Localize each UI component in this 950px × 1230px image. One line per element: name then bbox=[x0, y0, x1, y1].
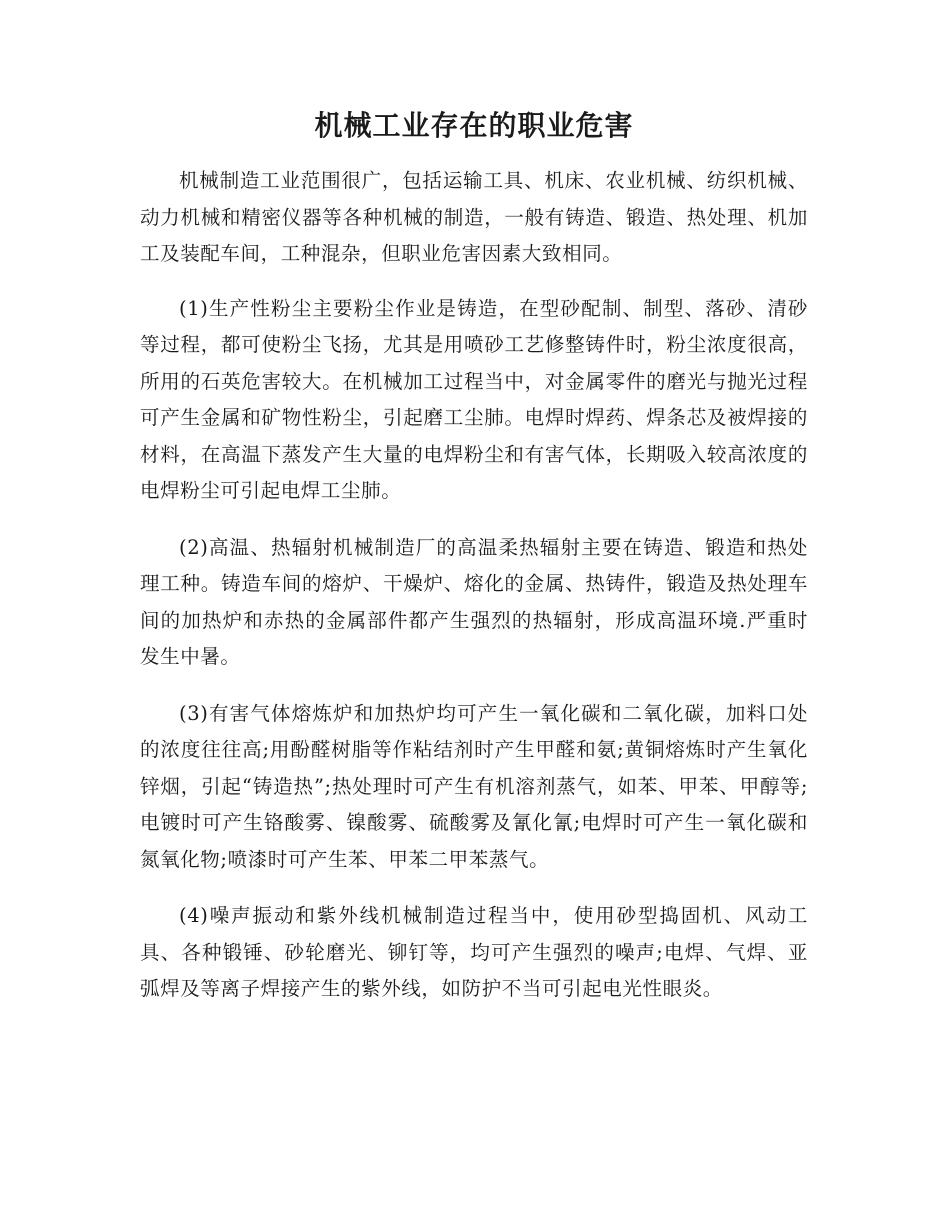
paragraph-harmful-gas: (3)有害气体熔炼炉和加热炉均可产生一氧化碳和二氧化碳，加料口处的浓度往往高;用酚醛树脂等作粘结剂时产生甲醛和氨;黄铜熔炼时产生氧化锌烟，引起“铸造热”;热处理时可产生有机溶剂蒸气，如苯、甲苯、甲醇等;电镀时可产生铬酸雾、镍酸雾、硫酸雾及氰化氰;电焊时可产生一氧化碳和氮氧化物;喷漆时可产生苯、甲苯二甲苯蒸气。 bbox=[140, 701, 808, 871]
intro-paragraph: 机械制造工业范围很广，包括运输工具、机床、农业机械、纺织机械、动力机械和精密仪器等各种机械的制造，一般有铸造、锻造、热处理、机加工及装配车间，工种混杂，但职业危害因素大致相同。 bbox=[140, 169, 808, 265]
paragraph-heat-radiation: (2)高温、热辐射机械制造厂的高温柔热辐射主要在铸造、锻造和热处理工种。铸造车间的熔炉、干燥炉、熔化的金属、热铸件，锻造及热处理车间的加热炉和赤热的金属部件都产生强烈的热辐射，形成高温环境.严重时发生中暑。 bbox=[140, 535, 808, 668]
paragraph-noise-uv: (4)噪声振动和紫外线机械制造过程当中，使用砂型捣固机、风动工具、各种锻锤、砂轮磨光、铆钉等，均可产生强烈的噪声;电焊、气焊、亚弧焊及等离子焊接产生的紫外线，如防护不当可引起电光性眼炎。 bbox=[140, 904, 808, 1000]
document-title: 机械工业存在的职业危害 bbox=[314, 109, 634, 142]
paragraph-dust: (1)生产性粉尘主要粉尘作业是铸造，在型砂配制、制型、落砂、清砂等过程，都可使粉尘飞扬，尤其是用喷砂工艺修整铸件时，粉尘浓度很高，所用的石英危害较大。在机械加工过程当中，对金属零件的磨光与抛光过程可产生金属和矿物性粉尘，引起磨工尘肺。电焊时焊药、焊条芯及被焊接的材料，在高温下蒸发产生大量的电焊粉尘和有害气体，长期吸入较高浓度的电焊粉尘可引起电焊工尘肺。 bbox=[140, 296, 808, 502]
document-page bbox=[140, 106, 808, 1028]
